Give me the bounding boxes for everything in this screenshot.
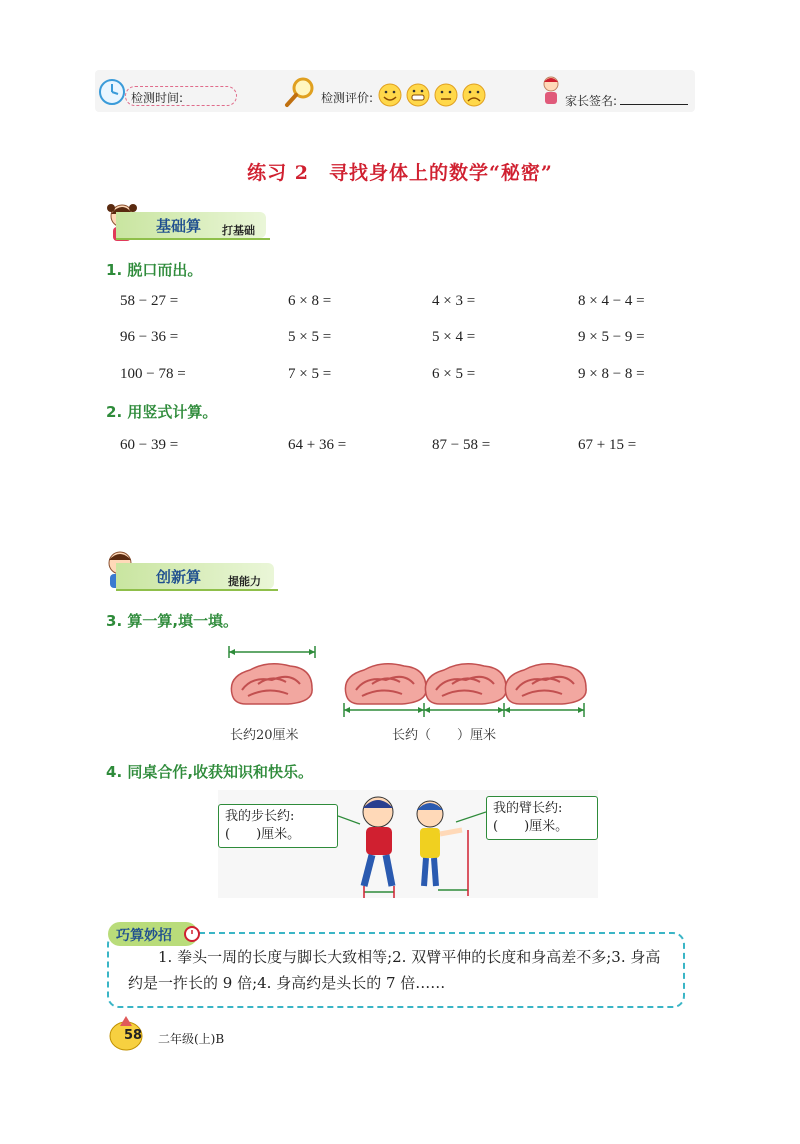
caption-three-cookies[interactable]: 长约（ ）厘米 [392, 728, 497, 743]
step-length-answer[interactable]: ( )厘米。 [225, 827, 301, 842]
oral-expression: 58 − 27 = [120, 293, 179, 309]
clock-icon [98, 74, 128, 108]
worried-face-icon [435, 84, 457, 106]
question-3-title: 3. 算一算,填一填。 [106, 612, 239, 630]
oral-expression: 8 × 4 − 4 = [578, 293, 645, 309]
banner-underline [116, 238, 270, 240]
sad-face-icon [463, 84, 485, 106]
oral-expression: 96 − 36 = [120, 329, 179, 345]
oral-expression: 9 × 8 − 8 = [578, 366, 645, 382]
page-number: 58 [124, 1028, 143, 1043]
student-icon [538, 74, 564, 108]
alarm-clock-icon [182, 922, 202, 944]
banner-underline [116, 589, 278, 591]
arm-length-answer[interactable]: ( )厘米。 [493, 819, 569, 834]
oral-expression: 100 − 78 = [120, 366, 186, 382]
magnifier-icon [283, 76, 319, 108]
grin-face-icon [407, 84, 429, 106]
cookie-icon [231, 664, 312, 704]
section-subtitle-innovation: 提能力 [228, 575, 261, 588]
time-label: 检测时间: [131, 91, 184, 105]
section-subtitle-basic: 打基础 [222, 224, 255, 237]
question-1-title: 1. 脱口而出。 [106, 261, 203, 279]
oral-expression: 6 × 8 = [288, 293, 332, 309]
grade-label: 二年级(上)B [158, 1032, 225, 1046]
oral-expression: 5 × 5 = [288, 329, 332, 345]
speech-bubble-arm: 我的臂长约: ( )厘米。 [486, 796, 598, 840]
speech-bubble-step: 我的步长约: ( )厘米。 [218, 804, 338, 848]
time-field[interactable] [125, 86, 237, 106]
boy-step-icon [363, 797, 393, 886]
tips-text: 1. 拳头一周的长度与脚长大致相等;2. 双臂平伸的长度和身高差不多;3. 身高约是一拃长的 9 倍;4. 身高约是头长的 7 倍…… [128, 948, 661, 992]
section-title-innovation: 创新算 [156, 568, 202, 586]
oral-expression: 7 × 5 = [288, 366, 332, 382]
vertical-calc-expression: 64 + 36 = [288, 437, 347, 453]
question-4-title: 4. 同桌合作,收获知识和快乐。 [106, 763, 314, 781]
vertical-calc-expression: 87 − 58 = [432, 437, 491, 453]
cookie-icon [505, 664, 586, 704]
section-title-basic: 基础算 [156, 217, 202, 235]
section-banner-innovation [116, 563, 274, 589]
sign-field[interactable] [620, 104, 688, 105]
boy-arm-icon [417, 801, 462, 886]
cookie-measure-figure [222, 638, 588, 720]
question-2-title: 2. 用竖式计算。 [106, 403, 218, 421]
cookie-icon [425, 664, 506, 704]
caption-one-cookie: 长约20厘米 [230, 728, 299, 743]
vertical-calc-expression: 60 − 39 = [120, 437, 179, 453]
tips-label: 巧算妙招 [116, 928, 172, 944]
oral-expression: 6 × 5 = [432, 366, 476, 382]
two-boys-figure [338, 790, 486, 898]
oral-expression: 4 × 3 = [432, 293, 476, 309]
page-title: 练习 2 寻找身体上的数学“秘密” [247, 162, 553, 184]
smile-face-icon [379, 84, 401, 106]
section-banner-basic [116, 212, 266, 238]
eval-label: 检测评价: [321, 91, 374, 105]
cookie-icon [345, 664, 426, 704]
oral-expression: 5 × 4 = [432, 329, 476, 345]
evaluation-faces [377, 82, 489, 108]
sign-label: 家长签名: [565, 94, 618, 108]
oral-expression: 9 × 5 − 9 = [578, 329, 645, 345]
vertical-calc-expression: 67 + 15 = [578, 437, 637, 453]
